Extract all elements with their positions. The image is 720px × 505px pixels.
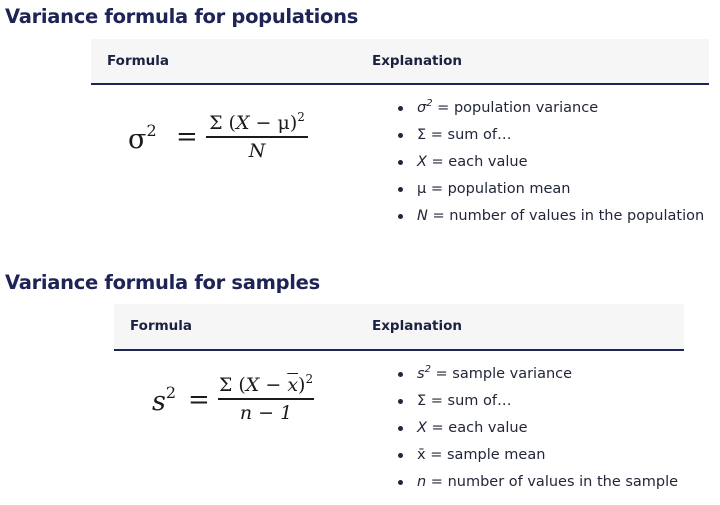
list-item: x̄ = sample mean	[398, 445, 678, 472]
list-symbol: Σ	[417, 127, 427, 143]
section-heading-samples: Variance formula for samples	[5, 271, 320, 294]
list-item: n = number of values in the sample	[398, 472, 678, 499]
formula-fraction	[206, 112, 308, 162]
list-symbol: X	[417, 420, 427, 436]
list-symbol: σ	[417, 100, 427, 116]
list-symbol: Σ	[417, 393, 427, 409]
section-heading-populations: Variance formula for populations	[5, 5, 359, 28]
equals-sign: =	[176, 122, 198, 152]
column-header-formula: Formula	[107, 53, 170, 69]
formula-numerator: Σ $(X - \mu)^2$	[209, 110, 305, 134]
list-symbol: N	[417, 208, 428, 224]
column-header-explanation: Explanation	[372, 53, 463, 69]
formula-numerator: Σ $(X - \overline{x})^2$	[218, 372, 314, 396]
explanation-list-populations	[398, 98, 704, 233]
population-variance-formula	[128, 112, 318, 172]
list-symbol: X	[417, 154, 427, 170]
list-item: X = each value	[398, 418, 678, 445]
column-header-explanation: Explanation	[372, 318, 463, 334]
list-item: Σ = sum of…	[398, 125, 704, 152]
explanation-list-samples	[398, 364, 678, 499]
formula-lhs: $\sigma^2$	[128, 121, 157, 155]
list-symbol: s	[417, 366, 425, 382]
list-symbol: x̄	[417, 447, 426, 463]
formula-lhs: $s^2$	[152, 383, 177, 417]
fraction-bar	[206, 136, 308, 138]
list-item: X = each value	[398, 152, 704, 179]
list-item: $s^2$ = sample variance	[398, 364, 678, 391]
formula-fraction	[218, 374, 314, 424]
table-header-populations	[91, 39, 709, 85]
list-item: Σ = sum of…	[398, 391, 678, 418]
list-item: N = number of values in the population	[398, 206, 704, 233]
column-header-formula: Formula	[130, 318, 193, 334]
formula-denominator: N	[248, 139, 266, 162]
equals-sign: =	[188, 385, 210, 415]
fraction-bar	[218, 398, 314, 400]
list-item: $\sigma^2$ = population variance	[398, 98, 704, 125]
list-symbol: n	[417, 474, 427, 490]
table-header-samples	[114, 304, 684, 351]
list-symbol: μ	[417, 181, 427, 197]
sample-variance-formula	[152, 374, 322, 434]
list-item: μ = population mean	[398, 179, 704, 206]
formula-denominator: n − 1	[239, 401, 293, 424]
